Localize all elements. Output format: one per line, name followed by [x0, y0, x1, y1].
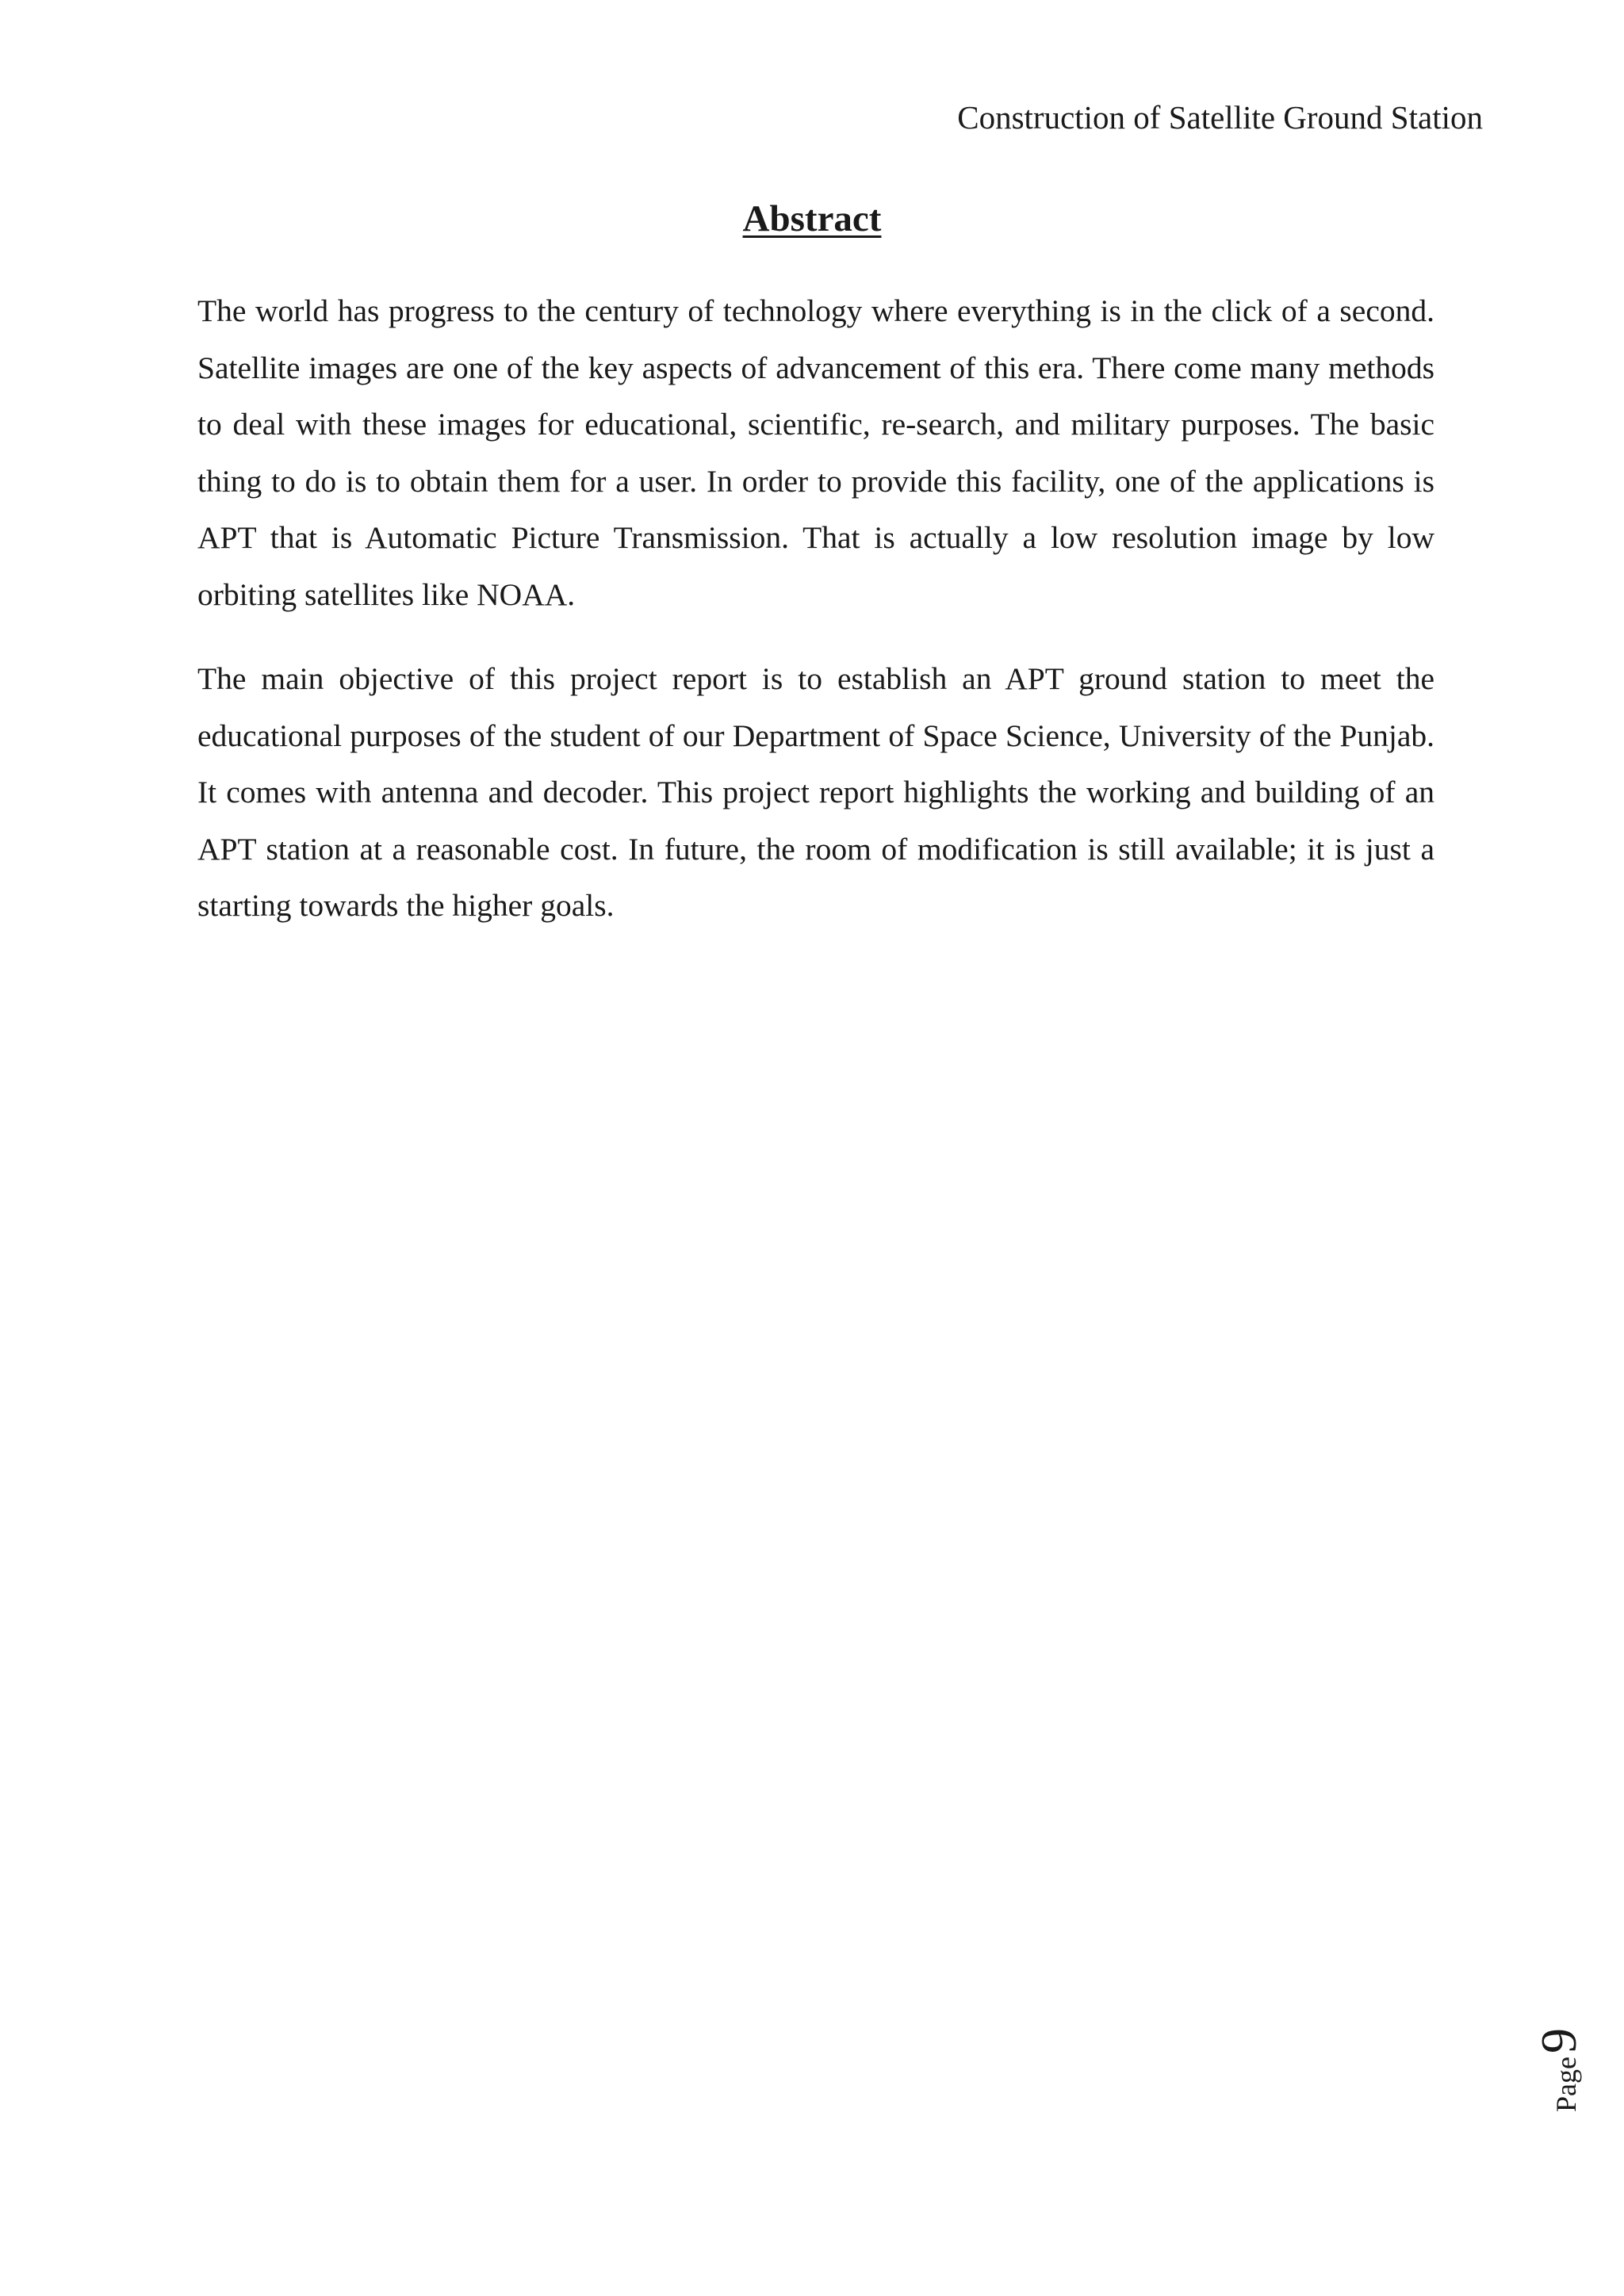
page-label: Page — [1550, 2057, 1582, 2112]
abstract-body — [197, 283, 1434, 935]
running-header: Construction of Satellite Ground Station — [957, 99, 1483, 136]
abstract-paragraph-2: The main objective of this project report is to establish an APT ground station to meet the educational purposes of the student of our Department of Space Science, University of the Punjab. It comes with antenna and decoder. This project report highlights the working and building of an APT station at a reasonable cost. In future, the room of modification is still available; it is just a starting towards the higher goals. — [197, 661, 1434, 923]
page-number — [1530, 2014, 1587, 2112]
page-title: Abstract — [742, 198, 882, 239]
abstract-paragraph-1: The world has progress to the century of technology where everything is in the click of a second. Satellite images are one of the key aspects of advancement of this era. There come many methods to deal with these images for educational, scientific, re-search, and military purposes. The basic thing to do is to obtain them for a user. In order to provide this facility, one of the applications is APT that is Automatic Picture Transmission. That is actually a low resolution image by low orbiting satellites like NOAA. — [197, 293, 1434, 612]
page-digit: 9 — [1530, 2028, 1587, 2054]
